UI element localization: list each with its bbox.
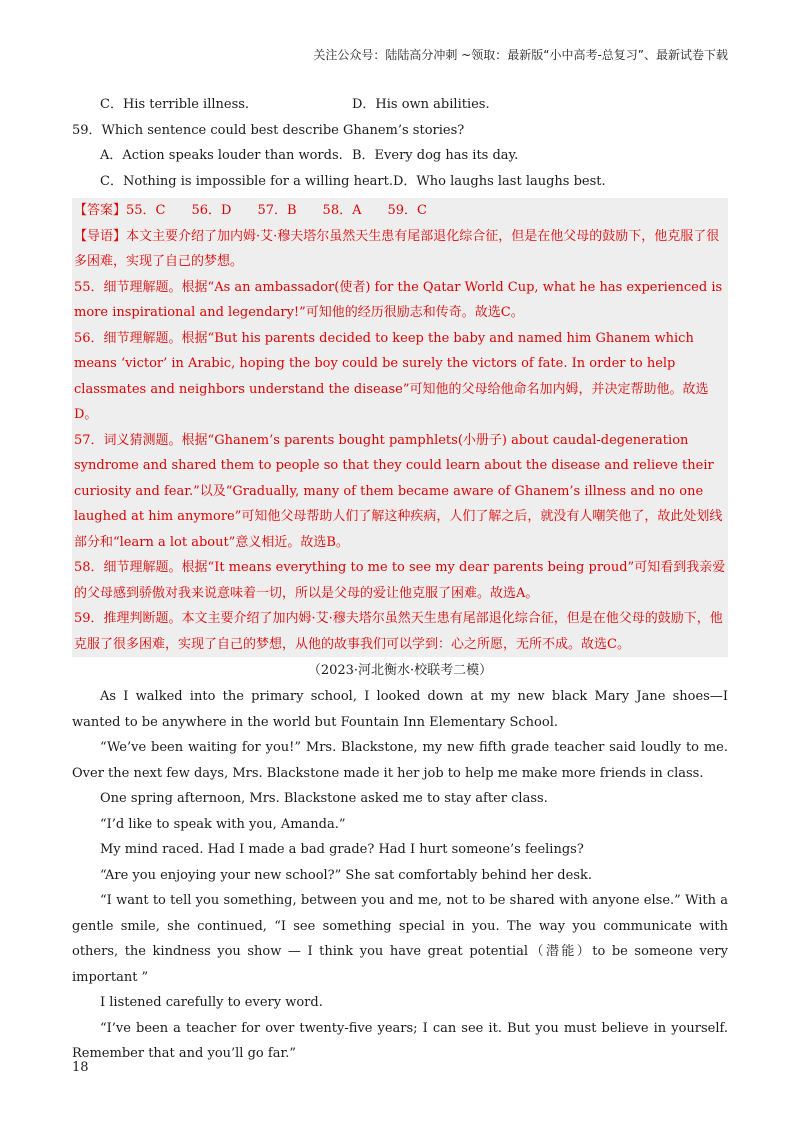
guide-text: 【导语】本文主要介绍了加内姆·艾·穆夫塔尔虽然天生患有尾部退化综合征，但是在他父母的鼓励下，他克服了很多困难，实现了自己的梦想。 — [74, 228, 720, 269]
option-a-59: A．Action speaks louder than words. — [100, 148, 343, 163]
page-header: 关注公众号：陆陆高分冲刺 ~领取：最新版“小中高考-总复习”、最新试卷下载 — [313, 48, 728, 62]
passage-paragraph: “I want to tell you something, between you and me, not to be shared with anyone else.” With a gentle smile, she continued, “I see something special in you. The way you communicate with others, the kindness you show — I think you have great potential（潜能）to be someone very important ” — [72, 893, 728, 985]
passage-source: （2023·河北衡水·校联考二模） — [307, 663, 493, 678]
page-number: 18 — [72, 1060, 89, 1075]
passage-paragraph: “I’ve been a teacher for over twenty-five years; I can see it. But you must believe in yourself. Remember that and you’ll go far.” — [72, 1020, 728, 1061]
option-c-prev: C．His terrible illness. — [100, 97, 250, 112]
passage-paragraph: As I walked into the primary school, I looked down at my new black Mary Jane shoes—I wanted to be anywhere in the world but Fountain Inn Elementary School. — [72, 689, 728, 730]
option-d-prev: D．His own abilities. — [352, 97, 490, 112]
passage-paragraph: “I’d like to speak with you, Amanda.” — [100, 816, 346, 832]
option-b-59: B．Every dog has its day. — [352, 148, 519, 163]
answer-key: 【答案】55．C 56．D 57．B 58．A 59．C — [74, 203, 427, 218]
passage-paragraph: “We’ve been waiting for you!” Mrs. Blackstone, my new fifth grade teacher said loudly to me. Over the next few days, Mrs. Blackstone made it her job to help me make more friends in class. — [72, 740, 728, 781]
passage-paragraph: “Are you enjoying your new school?” She sat comfortably behind her desk. — [100, 867, 593, 883]
passage-paragraph: My mind raced. Had I made a bad grade? Had I hurt someone’s feelings? — [100, 842, 584, 857]
question-59: 59．Which sentence could best describe Ghanem’s stories? — [72, 122, 465, 138]
passage-paragraph: One spring afternoon, Mrs. Blackstone asked me to stay after class. — [100, 791, 548, 806]
option-c-59: C．Nothing is impossible for a willing heart. — [100, 173, 393, 189]
explanation-56: 56．细节理解题。根据“But his parents decided to keep the baby and named him Ghanem which means ‘victor’ in Arabic, hoping the boy could be surely the victors of fate. In order to help classmates and neighbors understand the disease”可知他的父母给他命名加内姆，并决定帮助他。故选D。 — [74, 330, 709, 422]
options-row-prev — [72, 92, 728, 118]
options-row-59-ab — [72, 143, 728, 169]
answer-explanation-box — [72, 198, 728, 657]
options-row-59-cd — [72, 169, 728, 195]
option-d-59: D．Who laughs last laughs best. — [392, 173, 606, 189]
explanation-58: 58．细节理解题。根据“It means everything to me to see my dear parents being proud”可知看到我亲爱的父母感到骄傲对我来说意味着一切，所以是父母的爱让他克服了困难。故选A。 — [74, 560, 726, 601]
page-content — [72, 92, 728, 1067]
passage-paragraph: I listened carefully to every word. — [100, 995, 323, 1010]
explanation-55: 55．细节理解题。根据“As an ambassador(使者) for the Qatar World Cup, what he has experienced is more inspirational and legendary!”可知他的经历很励志和传奇。故选C。 — [74, 279, 723, 320]
explanation-57: 57．词义猜测题。根据“Ghanem’s parents bought pamphlets(小册子) about caudal-degeneration syndrome and shared them to people so that they could learn about the disease and relieve their curiosity and fear.”以及“Gradually, many of them became aware of Ghanem’s illness and no one laughed at him anymore”可知他父母帮助人们了解这种疾病，人们了解之后，就没有人嘲笑他了，故此处划线部分和“learn a lot about”意义相近。故选B。 — [74, 432, 723, 550]
explanation-59: 59．推理判断题。本文主要介绍了加内姆·艾·穆夫塔尔虽然天生患有尾部退化综合征，但是在他父母的鼓励下，他克服了很多困难，实现了自己的梦想，从他的故事我们可以学到：心之所愿，无所不成。故选C。 — [74, 611, 723, 652]
